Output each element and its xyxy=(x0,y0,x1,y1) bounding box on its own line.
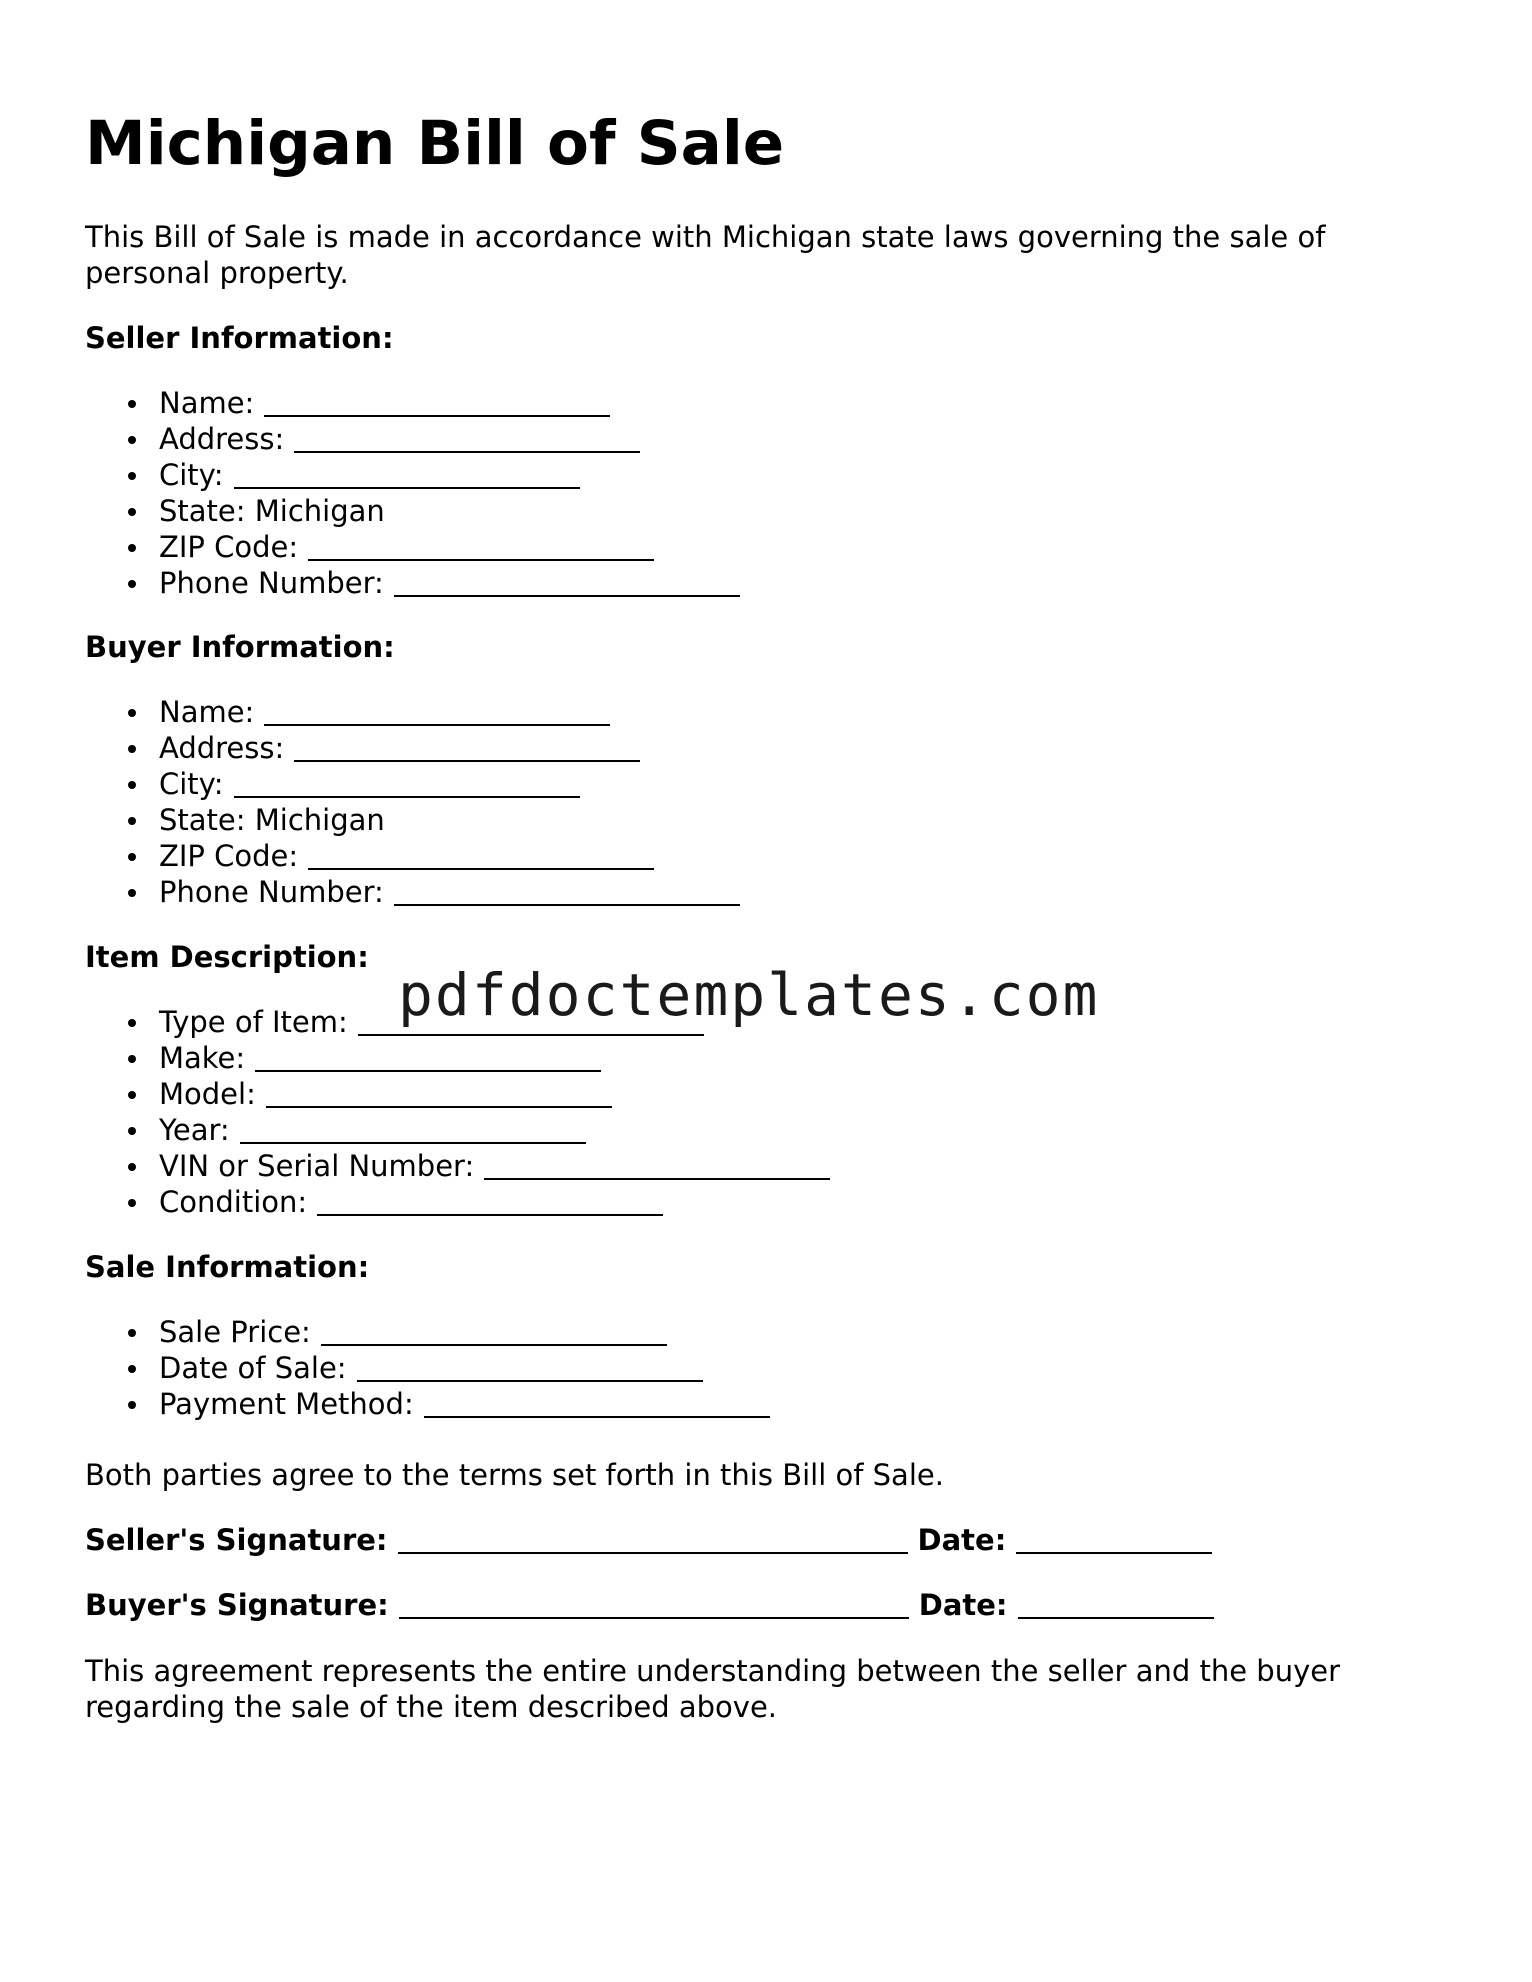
buyer-date-label: Date: xyxy=(918,1588,1008,1622)
seller-state-item: State: Michigan xyxy=(85,493,740,529)
seller-signature-row xyxy=(85,1522,1212,1558)
sale-heading: Sale Information: xyxy=(85,1250,370,1284)
buyer-city-field[interactable] xyxy=(234,768,580,798)
item-make-item: Make: xyxy=(85,1040,830,1076)
item-heading: Item Description: xyxy=(85,940,369,974)
item-fields xyxy=(85,1004,830,1220)
buyer-zip-item: ZIP Code: xyxy=(85,838,740,874)
payment-method-field[interactable] xyxy=(424,1388,770,1418)
seller-fields xyxy=(85,385,740,601)
agreement-paragraph: Both parties agree to the terms set forth in this Bill of Sale. xyxy=(85,1458,944,1492)
item-type-item: Type of Item: xyxy=(85,1004,830,1040)
seller-heading: Seller Information: xyxy=(85,321,394,355)
item-model-field[interactable] xyxy=(266,1078,612,1108)
sale-fields xyxy=(85,1314,770,1422)
item-vin-field[interactable] xyxy=(484,1150,830,1180)
seller-signature-field[interactable] xyxy=(398,1524,908,1554)
seller-signature-label: Seller's Signature: xyxy=(85,1523,388,1557)
buyer-signature-row xyxy=(85,1587,1214,1623)
buyer-phone-item: Phone Number: xyxy=(85,874,740,910)
buyer-fields xyxy=(85,694,740,910)
seller-date-label: Date: xyxy=(917,1523,1007,1557)
buyer-signature-field[interactable] xyxy=(399,1589,909,1619)
buyer-signature-label: Buyer's Signature: xyxy=(85,1588,389,1622)
intro-paragraph: This Bill of Sale is made in accordance with Michigan state laws governing the sale of personal property. xyxy=(85,220,1326,290)
item-make-field[interactable] xyxy=(255,1042,601,1072)
seller-date-field[interactable] xyxy=(1016,1524,1212,1554)
seller-city-item: City: xyxy=(85,457,740,493)
sale-date-field[interactable] xyxy=(357,1352,703,1382)
item-vin-item: VIN or Serial Number: xyxy=(85,1148,830,1184)
seller-zip-item: ZIP Code: xyxy=(85,529,740,565)
sale-price-item: Sale Price: xyxy=(85,1314,770,1350)
item-condition-field[interactable] xyxy=(317,1186,663,1216)
buyer-heading: Buyer Information: xyxy=(85,630,395,664)
buyer-name-item: Name: xyxy=(85,694,740,730)
seller-zip-field[interactable] xyxy=(308,531,654,561)
buyer-zip-field[interactable] xyxy=(308,840,654,870)
payment-method-item: Payment Method: xyxy=(85,1386,770,1422)
item-model-item: Model: xyxy=(85,1076,830,1112)
seller-name-item: Name: xyxy=(85,385,740,421)
item-year-item: Year: xyxy=(85,1112,830,1148)
buyer-city-item: City: xyxy=(85,766,740,802)
seller-name-field[interactable] xyxy=(264,387,610,417)
buyer-address-field[interactable] xyxy=(294,732,640,762)
seller-address-item: Address: xyxy=(85,421,740,457)
seller-city-field[interactable] xyxy=(234,459,580,489)
seller-address-field[interactable] xyxy=(294,423,640,453)
buyer-phone-field[interactable] xyxy=(394,876,740,906)
seller-phone-item: Phone Number: xyxy=(85,565,740,601)
sale-price-field[interactable] xyxy=(321,1316,667,1346)
watermark: pdfdoctemplates.com xyxy=(398,961,1100,1029)
item-condition-item: Condition: xyxy=(85,1184,830,1220)
closing-paragraph: This agreement represents the entire understanding between the seller and the buyer regarding the sale of the item described above. xyxy=(85,1654,1341,1724)
item-year-field[interactable] xyxy=(240,1114,586,1144)
buyer-name-field[interactable] xyxy=(264,696,610,726)
buyer-state-item: State: Michigan xyxy=(85,802,740,838)
buyer-date-field[interactable] xyxy=(1018,1589,1214,1619)
buyer-address-item: Address: xyxy=(85,730,740,766)
seller-phone-field[interactable] xyxy=(394,567,740,597)
sale-date-item: Date of Sale: xyxy=(85,1350,770,1386)
page-title: Michigan Bill of Sale xyxy=(85,108,785,179)
